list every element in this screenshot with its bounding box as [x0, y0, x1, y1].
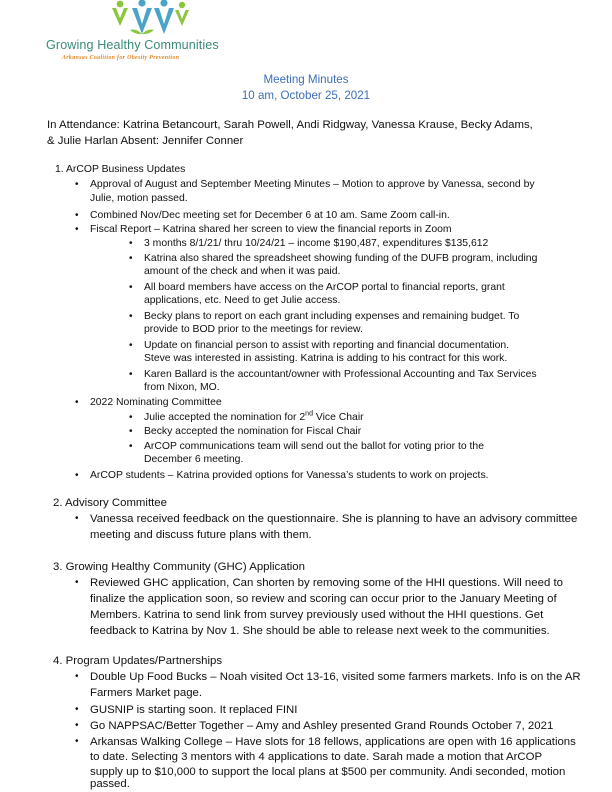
list-item: Approval of August and September Meeting Minutes – Motion to approve by Vanessa, second by	[90, 179, 535, 190]
list-item: Combined Nov/Dec meeting set for December 6 at 10 am. Same Zoom call-in.	[90, 210, 450, 221]
bullet-icon: •	[75, 720, 79, 731]
logo	[46, 0, 246, 66]
section-title: 4. Program Updates/Partnerships	[53, 655, 223, 667]
list-item: to date. Selecting 3 mentors with 4 applications to date. Sarah made a motion that ArCOP	[90, 751, 543, 763]
page-title: Meeting Minutes	[263, 73, 349, 86]
list-item: All board members have access on the ArCOP portal to financial reports, grant	[144, 282, 505, 293]
logo-tagline: Arkansas Coalition for Obesity Prevention	[62, 55, 180, 61]
list-item: Katrina also shared the spreadsheet showing funding of the DUFB program, including	[144, 253, 538, 264]
list-item: Update on financial person to assist with reporting and financial documentation.	[144, 340, 510, 351]
list-item: from Nixon, MO.	[144, 382, 220, 393]
list-item: passed.	[90, 778, 130, 790]
list-item: Arkansas Walking College – Have slots for 18 fellows, applications are open with 16 applications	[90, 736, 576, 748]
list-item: Becky plans to report on each grant including expenses and remaining budget. To	[144, 311, 520, 322]
list-item: 2022 Nominating Committee	[90, 397, 222, 408]
bullet-icon: •	[75, 513, 79, 524]
list-item: Karen Ballard is the accountant/owner with Professional Accounting and Tax Services	[144, 369, 537, 380]
list-item: Double Up Food Bucks – Noah visited Oct 13-16, visited some farmers markets. Info is on the AR	[90, 671, 581, 683]
list-item: Go NAPPSAC/Better Together – Amy and Ashley presented Grand Rounds October 7, 2021	[90, 720, 554, 732]
list-item: 3 months 8/1/21/ thru 10/24/21 – income $190,487, expenditures $135,612	[144, 238, 489, 249]
list-item-text: Vice Chair	[312, 412, 364, 423]
bullet-icon: •	[75, 179, 79, 190]
bullet-icon: •	[129, 369, 133, 380]
list-item: Members. Katrina to send link from survey previously used without the HHI questions. Get	[90, 609, 544, 621]
list-item: Reviewed GHC application, Can shorten by removing some of the HHI questions. Will need to	[90, 577, 563, 589]
bullet-icon: •	[75, 224, 79, 235]
bullet-icon: •	[129, 238, 133, 249]
bullet-icon: •	[75, 736, 79, 747]
list-item: applications, etc. Need to get Julie access.	[144, 295, 341, 306]
attendance-line: & Julie Harlan Absent: Jennifer Conner	[47, 134, 244, 147]
bullet-icon: •	[75, 577, 79, 588]
bullet-icon: •	[129, 441, 133, 452]
attendance-line: In Attendance: Katrina Betancourt, Sarah Powell, Andi Ridgway, Vanessa Krause, Becky Adams,	[47, 119, 533, 131]
section-title: 1. ArCOP Business Updates	[55, 164, 186, 175]
bullet-icon: •	[75, 397, 79, 408]
list-item: supply up to $10,000 to support the local plans at $500 per community. Andi seconded, motion	[90, 766, 566, 778]
bullet-icon: •	[75, 470, 79, 481]
logo-name: Growing Healthy Communities	[46, 38, 219, 52]
list-item: Becky accepted the nomination for Fiscal Chair	[144, 426, 362, 437]
list-item: Julie, motion passed.	[90, 193, 188, 204]
section-title: 3. Growing Healthy Community (GHC) Application	[53, 561, 305, 573]
list-item	[144, 411, 364, 425]
list-item: feedback to Katrina by Nov 1. She should be able to release next week to the communities.	[90, 625, 550, 637]
bullet-icon: •	[129, 412, 133, 423]
bullet-icon: •	[129, 282, 133, 293]
bullet-icon: •	[75, 704, 79, 715]
list-item: ArCOP students – Katrina provided options for Vanessa’s students to work on projects.	[90, 470, 489, 481]
list-item: meeting and discuss future plans with them.	[90, 529, 312, 541]
bullet-icon: •	[129, 253, 133, 264]
people-figures-icon	[108, 0, 190, 38]
bullet-icon: •	[129, 311, 133, 322]
list-item: Steve was interested in assisting. Katrina is adding to his contract for this work.	[144, 353, 508, 364]
list-item: ArCOP communications team will send out the ballot for voting prior to the	[144, 441, 484, 452]
list-item: Vanessa received feedback on the questionnaire. She is planning to have an advisory committee	[90, 513, 578, 525]
list-item: GUSNIP is starting soon. It replaced FINI	[90, 704, 298, 716]
list-item: Fiscal Report – Katrina shared her screen to view the financial reports in Zoom	[90, 224, 452, 235]
meeting-date: 10 am, October 25, 2021	[241, 89, 371, 102]
attendance	[47, 118, 567, 149]
bullet-icon: •	[129, 426, 133, 437]
bullet-icon: •	[129, 340, 133, 351]
section-title: 2. Advisory Committee	[53, 497, 167, 509]
ordinal-suffix: nd	[305, 410, 313, 418]
list-item: amount of the check and when it was paid.	[144, 266, 341, 277]
list-item: December 6 meeting.	[144, 454, 244, 465]
list-item: Farmers Market page.	[90, 687, 203, 699]
list-item-text: Julie accepted the nomination for 2	[144, 412, 306, 423]
bullet-icon: •	[75, 210, 79, 221]
list-item: provide to BOD prior to the meetings for review.	[144, 324, 363, 335]
bullet-icon: •	[75, 671, 79, 682]
list-item: finalize the application soon, so review and scoring can occur prior to the January Meeting of	[90, 593, 557, 605]
